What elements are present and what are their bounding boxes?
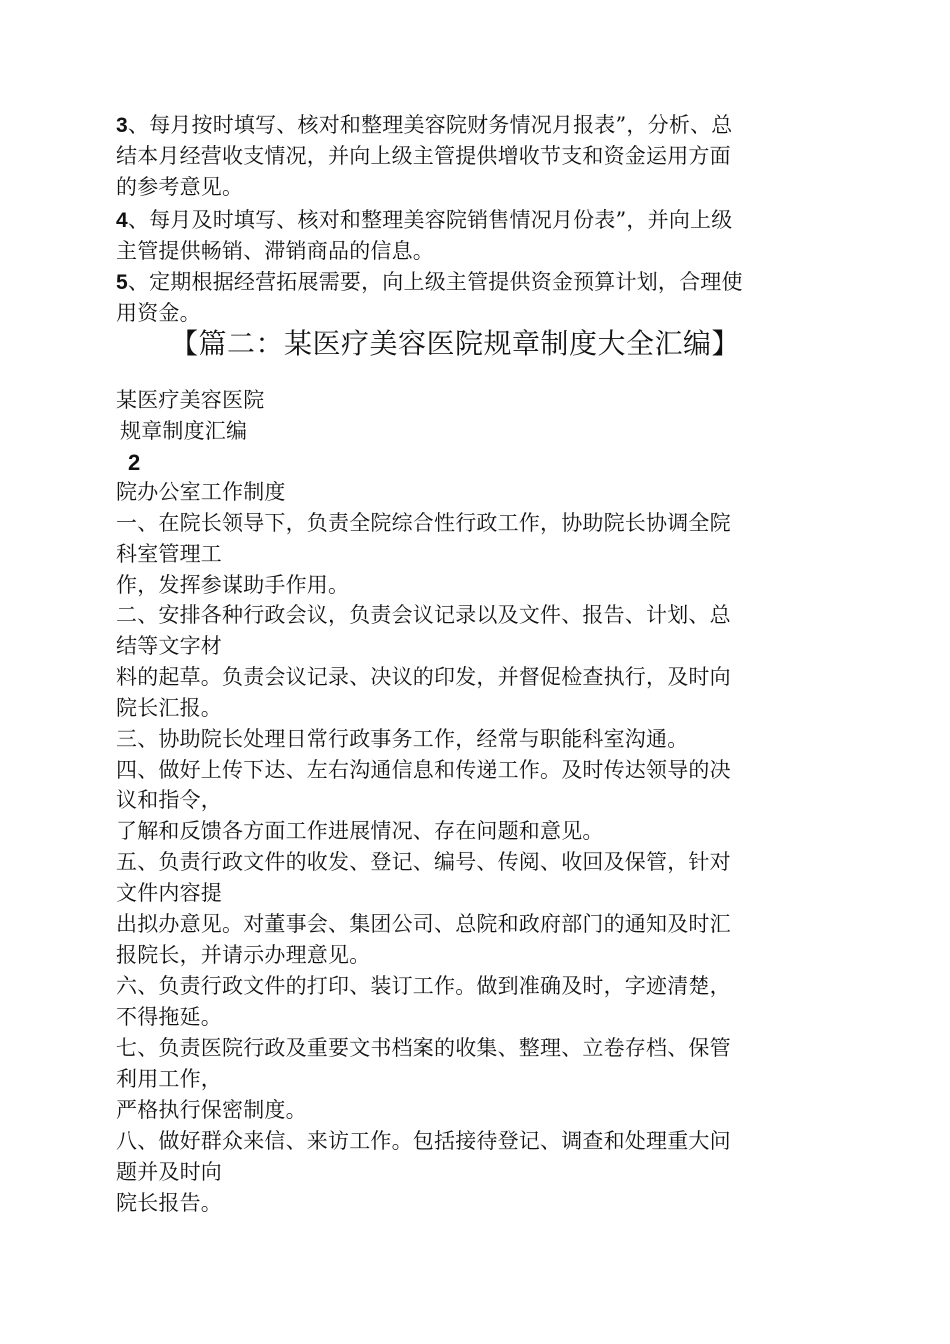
paragraph-line: 结本月经营收支情况，并向上级主管提供增收节支和资金运用方面 <box>116 144 731 168</box>
compilation-title: 规章制度汇编 <box>120 419 248 443</box>
paragraph-line: 议和指令， <box>116 788 222 812</box>
paragraph-line: 文件内容提 <box>116 881 222 905</box>
paragraph-line: 一、在院长领导下，负责全院综合性行政工作，协助院长协调全院 <box>116 511 731 535</box>
paragraph-line <box>116 205 836 236</box>
item-number: 4 <box>116 209 128 232</box>
paragraph-line: 料的起草。负责会议记录、决议的印发，并督促检查执行，及时向 <box>116 665 731 689</box>
section-heading: 【篇二：某医疗美容医院规章制度大全汇编】 <box>170 327 741 360</box>
paragraph-line: 的参考意见。 <box>116 175 244 199</box>
number-value: 2 <box>128 450 141 475</box>
item-text: 、每月及时填写、核对和整理美容院销售情况月份表”，并向上级 <box>127 208 733 232</box>
item-text: 、每月按时填写、核对和整理美容院财务情况月报表”，分析、总 <box>127 113 733 137</box>
paragraph-line: 出拟办意见。对董事会、集团公司、总院和政府部门的通知及时汇 <box>116 912 731 936</box>
section-title: 院办公室工作制度 <box>116 480 286 504</box>
paragraph-line: 报院长，并请示办理意见。 <box>116 943 371 967</box>
paragraph-line: 用资金。 <box>116 301 201 325</box>
paragraph-line: 利用工作， <box>116 1067 222 1091</box>
paragraph-line: 二、安排各种行政会议，负责会议记录以及文件、报告、计划、总 <box>116 603 731 627</box>
paragraph-line <box>116 110 836 141</box>
paragraph-line: 了解和反馈各方面工作进展情况、存在问题和意见。 <box>116 819 604 843</box>
paragraph-line <box>116 267 836 298</box>
item-number: 5 <box>116 271 128 294</box>
paragraph-line: 院长汇报。 <box>116 696 222 720</box>
paragraph-line: 八、做好群众来信、来访工作。包括接待登记、调查和处理重大问 <box>116 1129 731 1153</box>
paragraph-line: 三、协助院长处理日常行政事务工作，经常与职能科室沟通。 <box>116 727 689 751</box>
item-text: 、定期根据经营拓展需要，向上级主管提供资金预算计划，合理使 <box>127 270 743 294</box>
paragraph-line: 严格执行保密制度。 <box>116 1098 307 1122</box>
paragraph-line: 七、负责医院行政及重要文书档案的收集、整理、立卷存档、保管 <box>116 1036 731 1060</box>
paragraph-line: 题并及时向 <box>116 1160 222 1184</box>
paragraph-line: 院长报告。 <box>116 1191 222 1215</box>
item-number: 3 <box>116 114 128 137</box>
compilation-number <box>128 447 848 479</box>
paragraph-line: 四、做好上传下达、左右沟通信息和传递工作。及时传达领导的决 <box>116 758 731 782</box>
paragraph-line: 作，发挥参谋助手作用。 <box>116 573 350 597</box>
paragraph-line: 科室管理工 <box>116 542 222 566</box>
hospital-name: 某医疗美容医院 <box>116 388 265 412</box>
paragraph-line: 结等文字材 <box>116 634 222 658</box>
paragraph-line: 不得拖延。 <box>116 1005 222 1029</box>
paragraph-line: 六、负责行政文件的打印、装订工作。做到准确及时，字迹清楚， <box>116 974 731 998</box>
paragraph-line: 五、负责行政文件的收发、登记、编号、传阅、收回及保管，针对 <box>116 850 731 874</box>
paragraph-line: 主管提供畅销、滞销商品的信息。 <box>116 239 434 263</box>
